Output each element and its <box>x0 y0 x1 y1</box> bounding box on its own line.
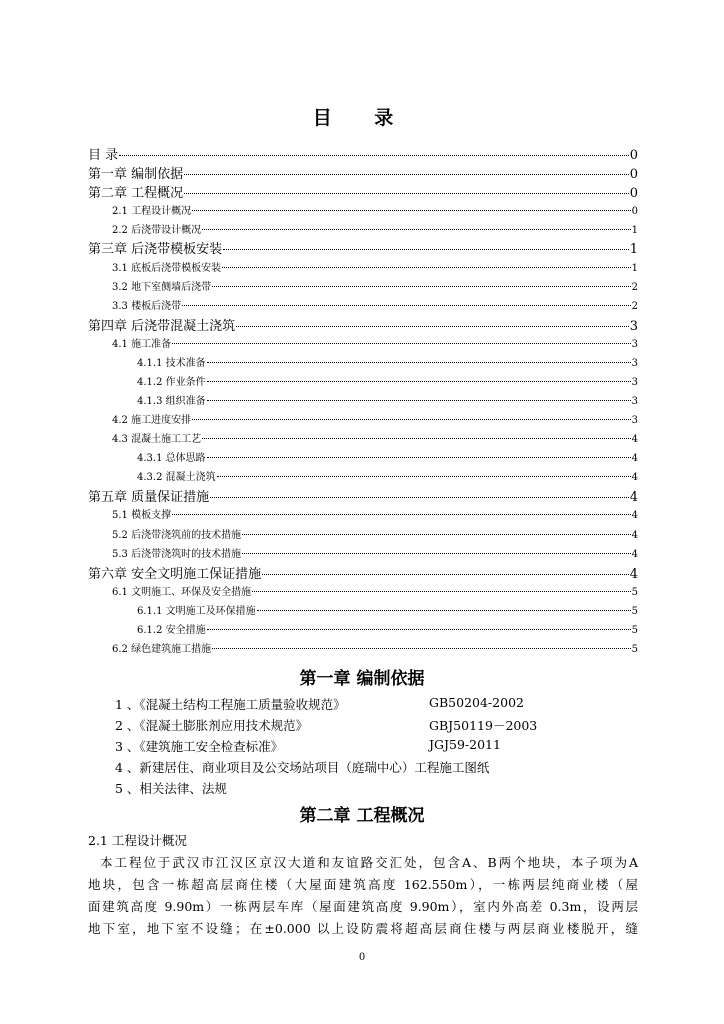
paragraph-line: 地块，包含一栋超高层商住楼（大屋面建筑高度 162.550m），一栋两层纯商业楼（屋 <box>88 877 638 892</box>
toc-entry-page: 3 <box>631 358 638 369</box>
toc-entry[interactable] <box>88 144 638 163</box>
chapter-2-heading-text: 第二章 工程概况 <box>299 806 425 826</box>
toc-entry-page: 1 <box>631 225 638 236</box>
toc-leader-dots <box>262 574 629 575</box>
toc-entry-label: 6.1 文明施工、环保及安全措施 <box>112 587 252 598</box>
toc-entry[interactable] <box>137 468 638 483</box>
toc-entry[interactable] <box>137 354 638 369</box>
toc-entry-page: 0 <box>629 167 638 182</box>
toc-leader-dots <box>192 210 631 211</box>
toc-entry[interactable] <box>137 392 638 407</box>
toc-entry-label: 第三章 后浇带模板安装 <box>88 242 223 257</box>
reference-code: GBJ50119－2003 <box>429 718 538 733</box>
toc-entry[interactable] <box>112 202 638 217</box>
toc-entry-label: 3.2 地下室侧墙后浇带 <box>112 282 212 293</box>
reference-item <box>115 695 524 713</box>
toc-entry-label: 第四章 后浇带混凝土浇筑 <box>88 319 236 334</box>
toc-entry[interactable] <box>112 526 638 541</box>
toc-entry[interactable] <box>112 259 638 274</box>
reference-code: JGJ59-2011 <box>429 737 501 752</box>
toc-entry-label: 4.1.2 作业条件 <box>137 377 206 388</box>
toc-entry-label: 4.3.2 混凝土浇筑 <box>137 472 216 483</box>
toc-entry-label: 3.3 楼板后浇带 <box>112 301 182 312</box>
section-title: 2.1 工程设计概况 <box>88 833 187 848</box>
toc-entry-page: 0 <box>631 206 638 217</box>
toc-entry[interactable] <box>112 545 638 560</box>
toc-entry-page: 5 <box>631 587 638 598</box>
toc-entry[interactable] <box>112 278 638 293</box>
toc-entry[interactable] <box>112 640 638 655</box>
chapter-2-heading <box>0 801 724 826</box>
toc-entry-label: 第六章 安全文明施工保证措施 <box>88 567 262 582</box>
toc-leader-dots <box>207 381 631 382</box>
toc-entry[interactable] <box>112 430 638 445</box>
toc-entry[interactable] <box>88 238 638 257</box>
toc-leader-dots <box>207 457 631 458</box>
toc-entry[interactable] <box>88 315 638 334</box>
toc-entry-page: 2 <box>631 282 638 293</box>
toc-entry[interactable] <box>88 563 638 582</box>
toc-entry[interactable] <box>88 182 638 201</box>
toc-entry-page: 4 <box>631 510 638 521</box>
toc-entry-label: 目 录 <box>88 148 119 163</box>
toc-entry-label: 第五章 质量保证措施 <box>88 490 210 505</box>
toc-entry[interactable] <box>137 373 638 388</box>
toc-entry-page: 4 <box>631 530 638 541</box>
page-number: 0 <box>358 952 366 963</box>
toc-entry[interactable] <box>112 297 638 312</box>
toc-entry[interactable] <box>112 411 638 426</box>
chapter-1-heading-text: 第一章 编制依据 <box>299 669 425 689</box>
reference-item <box>115 737 501 755</box>
toc-entry[interactable] <box>112 583 638 598</box>
chapter-1-heading <box>0 664 724 689</box>
reference-text: 1 、《混凝土结构工程施工质量验收规范》 <box>115 697 346 712</box>
toc-entry-label: 3.1 底板后浇带模板安装 <box>112 263 222 274</box>
toc-leader-dots <box>257 610 631 611</box>
toc-leader-dots <box>202 229 631 230</box>
toc-entry-page: 5 <box>631 606 638 617</box>
toc-entry-page: 0 <box>629 186 638 201</box>
toc-entry-label: 6.1.1 文明施工及环保措施 <box>137 606 256 617</box>
toc-leader-dots <box>242 553 631 554</box>
toc-entry[interactable] <box>112 335 638 350</box>
toc-entry[interactable] <box>88 163 638 182</box>
toc-entry-label: 4.2 施工进度安排 <box>112 415 192 426</box>
toc-entry[interactable] <box>112 221 638 236</box>
toc-entry[interactable] <box>112 506 638 521</box>
toc-entry-label: 2.1 工程设计概况 <box>112 206 192 217</box>
reference-text: 3 、《建筑施工安全检查标准》 <box>115 739 284 754</box>
toc-leader-dots <box>172 343 631 344</box>
toc-leader-dots <box>210 497 629 498</box>
reference-item <box>115 758 489 776</box>
toc-entry-label: 4.1 施工准备 <box>112 339 172 350</box>
reference-code: GB50204-2002 <box>429 695 524 710</box>
toc-entry-label: 5.2 后浇带浇筑前的技术措施 <box>112 530 242 541</box>
toc-entry-page: 1 <box>631 263 638 274</box>
toc-entry-page: 5 <box>631 625 638 636</box>
toc-entry-page: 0 <box>629 148 638 163</box>
reference-item <box>115 779 227 797</box>
toc-entry-page: 3 <box>631 396 638 407</box>
toc-entry[interactable] <box>137 621 638 636</box>
toc-entry-label: 6.1.2 安全措施 <box>137 625 206 636</box>
toc-entry-page: 4 <box>631 549 638 560</box>
toc-entry-label: 5.1 模板支撑 <box>112 510 172 521</box>
toc-entry[interactable] <box>137 602 638 617</box>
toc-leader-dots <box>242 534 631 535</box>
toc-entry-page: 4 <box>629 567 638 582</box>
toc-entry-page: 5 <box>631 644 638 655</box>
toc-entry-label: 6.2 绿色建筑施工措施 <box>112 644 212 655</box>
toc-entry-page: 2 <box>631 301 638 312</box>
toc-entry-page: 3 <box>631 415 638 426</box>
toc-entry-page: 4 <box>629 490 638 505</box>
toc-leader-dots <box>119 155 629 156</box>
toc-leader-dots <box>207 629 631 630</box>
reference-text: 5 、相关法律、法规 <box>115 781 227 796</box>
toc-entry-page: 1 <box>629 242 638 257</box>
toc-entry-page: 3 <box>629 319 638 334</box>
toc-leader-dots <box>184 193 629 194</box>
toc-leader-dots <box>236 326 629 327</box>
toc-entry-page: 3 <box>631 339 638 350</box>
toc-leader-dots <box>217 476 631 477</box>
toc-entry-page: 4 <box>631 472 638 483</box>
toc-leader-dots <box>172 514 631 515</box>
toc-title: 目 录 <box>312 107 412 129</box>
toc-entry[interactable] <box>137 449 638 464</box>
toc-entry-label: 第二章 工程概况 <box>88 186 184 201</box>
toc-entry-page: 4 <box>631 453 638 464</box>
toc-entry-label: 4.1.1 技术准备 <box>137 358 206 369</box>
toc-leader-dots <box>192 419 631 420</box>
reference-item <box>115 716 538 734</box>
toc-leader-dots <box>212 286 631 287</box>
toc-entry-page: 4 <box>631 434 638 445</box>
toc-leader-dots <box>207 400 631 401</box>
toc-entry-label: 4.3.1 总体思路 <box>137 453 206 464</box>
toc-leader-dots <box>222 267 631 268</box>
toc-leader-dots <box>207 362 631 363</box>
toc-entry-label: 2.2 后浇带设计概况 <box>112 225 202 236</box>
toc-leader-dots <box>252 591 631 592</box>
paragraph-line: 本工程位于武汉市江汉区京汉大道和友谊路交汇处，包含A、B两个地块，本子项为A <box>100 855 638 870</box>
toc-leader-dots <box>202 438 631 439</box>
toc-leader-dots <box>212 648 631 649</box>
toc-leader-dots <box>184 174 629 175</box>
reference-text: 2 、《混凝土膨胀剂应用技术规范》 <box>115 718 309 733</box>
paragraph-line: 地下室，地下室不设缝；在±0.000 以上设防震将超高层商住楼与两层商业楼脱开，缝 <box>88 921 638 936</box>
reference-text: 4 、新建居住、商业项目及公交场站项目（庭瑞中心）工程施工图纸 <box>115 760 490 775</box>
toc-entry-label: 第一章 编制依据 <box>88 167 184 182</box>
toc-leader-dots <box>223 249 629 250</box>
toc-entry-page: 3 <box>631 377 638 388</box>
toc-entry[interactable] <box>88 486 638 505</box>
toc-leader-dots <box>182 305 631 306</box>
toc-entry-label: 4.1.3 组织准备 <box>137 396 206 407</box>
paragraph-line: 面建筑高度 9.90m）一栋两层车库（屋面建筑高度 9.90m），室内外高差 0.3m，设两层 <box>88 899 638 914</box>
toc-entry-label: 5.3 后浇带浇筑时的技术措施 <box>112 549 242 560</box>
toc-entry-label: 4.3 混凝土施工工艺 <box>112 434 202 445</box>
